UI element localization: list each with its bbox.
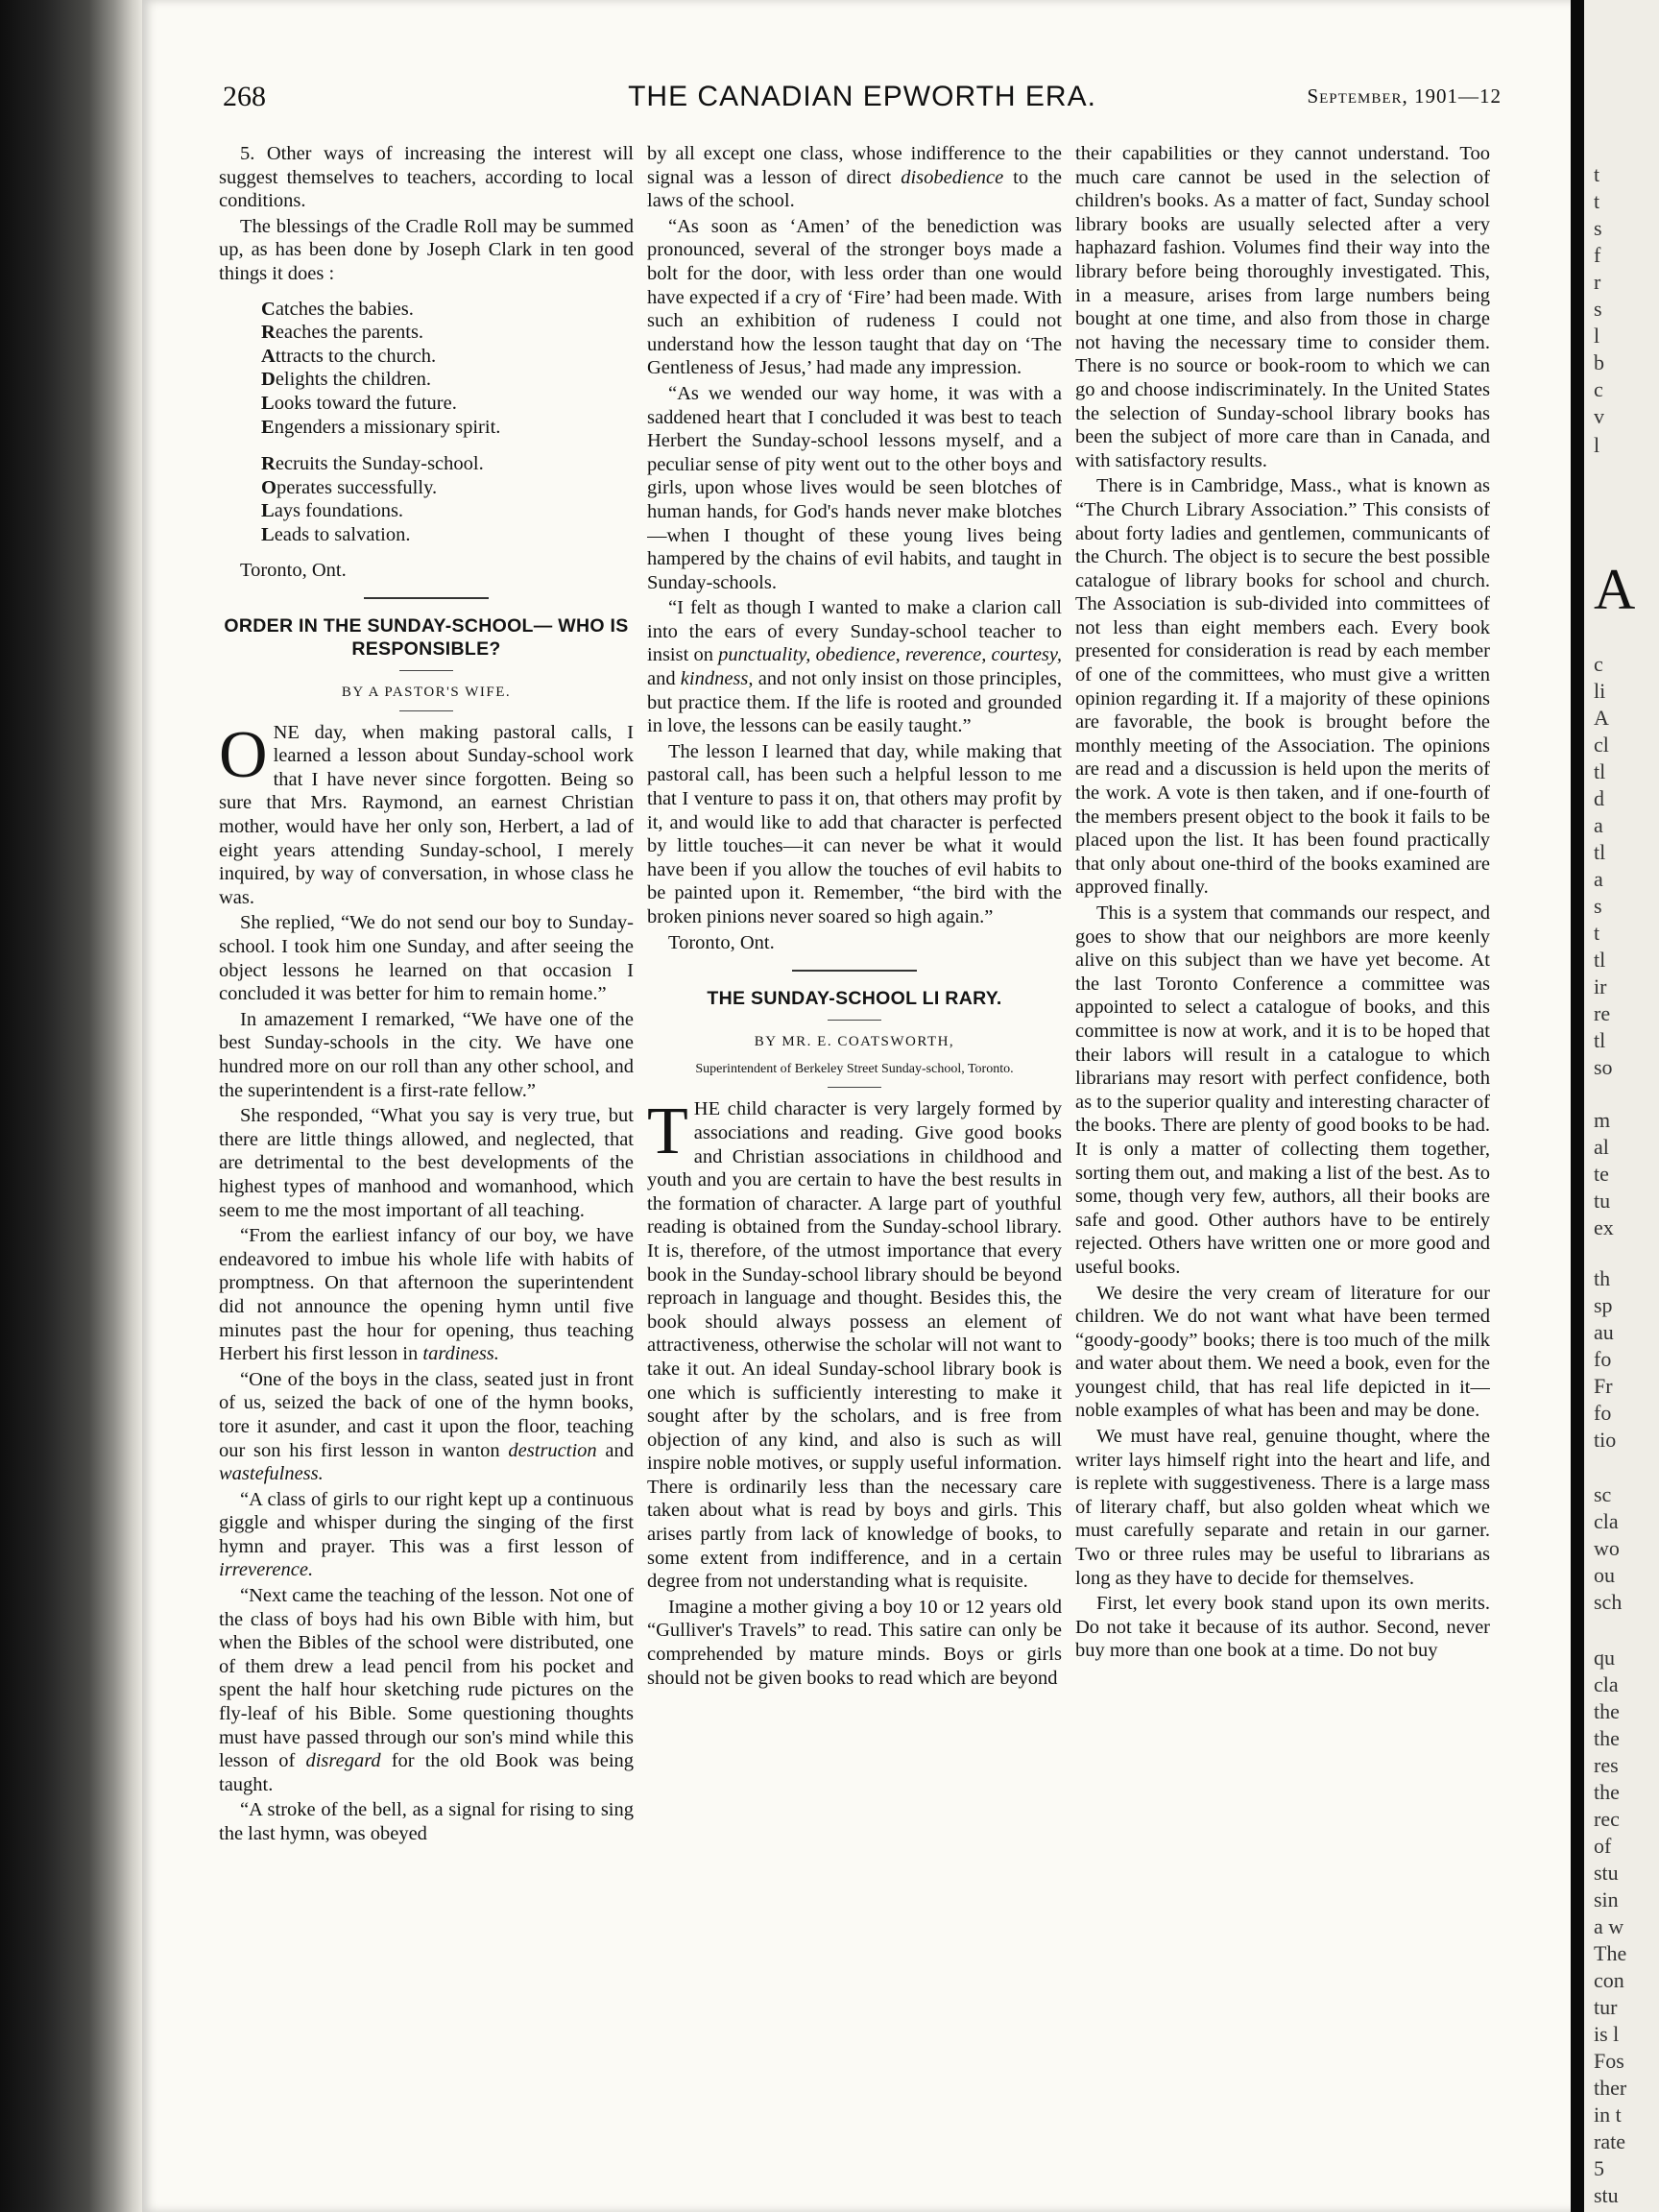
paragraph: 5. Other ways of increasing the interest will suggest themselves to teachers, according to local conditions. — [219, 143, 634, 212]
adjacent-page-fragment: fo — [1594, 1401, 1612, 1425]
acrostic-line: Delights the children. — [261, 369, 432, 391]
acrostic-line: Reaches the parents. — [261, 322, 424, 344]
adjacent-page-fragment: s — [1594, 894, 1602, 918]
article-byline: BY MR. E. COATSWORTH, — [754, 1034, 955, 1050]
adjacent-page-fragment: sp — [1594, 1293, 1613, 1317]
paragraph: This is a system that commands our respect, and goes to show that our neighbors are more keenly alive on this subject than we have yet become. At the last Toronto Conference a committee was appointed to select a catalogue of books, and this committee is now at work, and it is to be hoped that their labors will result in a catalogue to which librarians may resort with perfect confidence, both as to the superior quality and interesting character of the books. There are plenty of good books to be had. It is only a matter of collecting them together, sorting them out, and making a list of the best. As to some, though very few, authors, all their books are safe and good. Other authors have to be entirely rejected. Others have written one or more good and useful books. — [1075, 902, 1490, 1278]
adjacent-page-fragment: d — [1594, 786, 1604, 810]
acrostic-line: Recruits the Sunday-school. — [261, 453, 484, 475]
issue-date: September, 1901—12 — [1307, 84, 1502, 108]
adjacent-page-fragment: rate — [1594, 2129, 1625, 2153]
adjacent-page-fragment: res — [1594, 1753, 1619, 1777]
adjacent-page-fragment: tl — [1594, 1028, 1606, 1052]
adjacent-page-fragment: tl — [1594, 759, 1606, 783]
adjacent-page-fragment: r — [1594, 270, 1601, 294]
paragraph: “Next came the teaching of the lesson. Not one of the class of boys had his own Bible with him, but when the Bibles of the school were distributed, one of them drew a lead pencil from his pocket and spent the half hour sketching rude pictures on the fly-leaf of his Bible. Some questioning thoughts must have passed through our son's mind while this lesson of disregard for the old Book was being taught. — [219, 1585, 634, 1795]
adjacent-page-fragment: the — [1594, 1726, 1620, 1750]
adjacent-page-fragment: a — [1594, 867, 1603, 891]
adjacent-page-fragment: t — [1594, 162, 1600, 186]
adjacent-page-fragment: al — [1594, 1135, 1609, 1159]
acrostic-line: Looks toward the future. — [261, 392, 457, 414]
paragraph: We must have real, genuine thought, where the writer lays himself right into the heart and life, and is replete with suggestiveness. There is a large mass of literary chaff, but also golden wheat which we must carefully separate and retain in our garner. Two or three rules may be useful to librarians as long as they have to decide for themselves. — [1075, 1426, 1490, 1589]
column-2 — [647, 142, 1062, 2168]
adjacent-page-fragment: rec — [1594, 1807, 1620, 1831]
paragraph: “A stroke of the bell, as a signal for rising to sing the last hymn, was obeyed — [219, 1799, 634, 1844]
adjacent-page-fragment: cl — [1594, 733, 1609, 757]
adjacent-page-fragment: sc — [1594, 1482, 1612, 1506]
section-divider — [792, 970, 917, 972]
paragraph: In amazement I remarked, “We have one of the best Sunday-schools in the city. We have one hundred more on our roll than any other school, and the superintendent is a first-rate fellow.” — [219, 1008, 634, 1101]
adjacent-page-fragment: stu — [1594, 2183, 1619, 2207]
adjacent-page-fragment: sin — [1594, 1887, 1619, 1911]
adjacent-page-fragment: c — [1594, 377, 1603, 401]
adjacent-page-fragment: s — [1594, 297, 1602, 321]
acrostic-line: Lays foundations. — [261, 500, 404, 522]
paragraph: There is in Cambridge, Mass., what is known as “The Church Library Association.” This consists of about forty ladies and gentlemen, communicants of the Church. The object is to secure the best possible catalogue of library books for school and church. The Association is sub-divided into committees of not less than eight members each. Every book presented for consideration is read by each member of one of the committees, who must give a written opinion regarding it. If a majority of these opinions are favorable, the book is brought before the monthly meeting of the Association. The opinions are read and a discussion is held upon the merits of the work. A vote is then taken, and if one-fourth of the members present object to the book it fails to be placed upon the list. It has been found practically that only about one-third of the books examined are approved finally. — [1075, 475, 1490, 899]
paragraph: We desire the very cream of literature for our children. We do not want what have been termed “goody-goody” books; there is too much of the milk and water about them. We need a book, even for the youngest child, that has real life depicted in it—noble examples of what has been and may be done. — [1075, 1282, 1490, 1422]
adjacent-page-fragment: tu — [1594, 1189, 1611, 1213]
adjacent-page-fragment: The — [1594, 1941, 1627, 1965]
adjacent-page-fragment: v — [1594, 404, 1604, 428]
adjacent-page-fragment: re — [1594, 1001, 1611, 1025]
adjacent-page-fragment: a w — [1594, 1914, 1624, 1938]
adjacent-page-fragment: cla — [1594, 1509, 1619, 1533]
paragraph: “As we wended our way home, it was with a saddened heart that I concluded it was best to teach Herbert the Sunday-school lessons myself, and a peculiar sense of pity went out to the other boys and girls, upon whose lives would be seen blotches of human hands, for God's hands never make blotches—when I thought of these young lives being hampered by the chains of evil habits, and taught in Sunday-schools. — [647, 382, 1062, 593]
adjacent-page-fragment: cla — [1594, 1672, 1619, 1696]
paragraph: by all except one class, whose indifference to the signal was a lesson of direct disobedience to the laws of the school. — [647, 143, 1062, 212]
adjacent-page-fragment: t — [1594, 921, 1600, 945]
adjacent-page-fragment: ir — [1594, 974, 1607, 998]
acrostic-line: Catches the babies. — [261, 298, 414, 320]
adjacent-page-fragment: a — [1594, 813, 1603, 837]
adjacent-page-fragment: Fr — [1594, 1374, 1613, 1398]
adjacent-page-fragment: f — [1594, 243, 1601, 267]
signoff: Toronto, Ont. — [668, 931, 775, 953]
adjacent-page-fragment: fo — [1594, 1347, 1612, 1371]
paragraph: The lesson I learned that day, while making that pastoral call, has been such a helpful lesson to me that I venture to pass it on, that others may profit by it, and would like to add that character is perfected by little touches—it can never be what it would have been if you allow the touches of evil habits to be painted upon it. Remember, “the bird with the broken pinions never soared so high again.” — [647, 740, 1062, 927]
acrostic-gap — [261, 439, 634, 452]
adjacent-page-fragment: tio — [1594, 1428, 1617, 1452]
adjacent-page-fragment: the — [1594, 1780, 1620, 1804]
title-rule — [399, 670, 453, 671]
paragraph: their capabilities or they cannot understand. Too much care cannot be used in the selection of children's books. As a matter of fact, Sunday school library books are usually selected after a very haphazard fashion. Volumes find their way into the library before being thoroughly investigated. This, in a measure, arises from large numbers being bought at one time, and also from those in charge not having the necessary time to consider them. There is no source or book-room to which we can go and choose indiscriminately. In the United States the selection of Sunday-school library books has been the subject of more care than in Canada, and with satisfactory results. — [1075, 143, 1490, 471]
acrostic-line: Operates successfully. — [261, 476, 438, 498]
adjacent-page-fragment: th — [1594, 1266, 1611, 1290]
acrostic-list — [261, 298, 634, 547]
section-divider — [364, 597, 489, 599]
acrostic-line: Attracts to the church. — [261, 345, 437, 367]
column-1 — [219, 142, 634, 2168]
journal-title: THE CANADIAN EPWORTH ERA. — [628, 81, 1096, 112]
paragraph: She replied, “We do not send our boy to Sunday-school. I took him one Sunday, and after seeing the object lessons he learned on that occasion I concluded it was better for him to remain home.” — [219, 912, 634, 1005]
book-gutter — [1571, 0, 1584, 2212]
drop-cap: O — [219, 717, 268, 792]
adjacent-page-fragment: au — [1594, 1320, 1614, 1344]
book-binding-edge — [0, 0, 142, 2212]
adjacent-page-fragment: in t — [1594, 2103, 1622, 2127]
page-number: 268 — [223, 81, 266, 112]
title-rule — [828, 1020, 881, 1021]
adjacent-page-fragment: so — [1594, 1055, 1613, 1079]
adjacent-page-fragment: A — [1594, 706, 1609, 730]
signoff: Toronto, Ont. — [240, 559, 347, 581]
adjacent-page-fragment: sch — [1594, 1590, 1623, 1614]
adjacent-page-fragment: l — [1594, 324, 1600, 348]
adjacent-page-fragment: of — [1594, 1834, 1612, 1858]
adjacent-page-fragment: te — [1594, 1162, 1609, 1186]
column-3 — [1075, 142, 1490, 2168]
paragraph: “One of the boys in the class, seated just in front of us, seized the back of one of the hymn books, tore it asunder, and cast it upon the floor, teaching our son his first lesson in wanton destruction and wastefulness. — [219, 1368, 634, 1485]
adjacent-page-fragment: qu — [1594, 1646, 1615, 1670]
adjacent-page-fragment: tur — [1594, 1995, 1618, 2019]
adjacent-page-fragment: wo — [1594, 1536, 1620, 1560]
adjacent-page-fragment: li — [1594, 679, 1606, 703]
article-title: ORDER IN THE SUNDAY-SCHOOL— WHO IS RESPONSIBLE? — [224, 615, 629, 661]
adjacent-page-fragment: tl — [1594, 840, 1606, 864]
adjacent-page-fragment: b — [1594, 350, 1604, 374]
adjacent-page-fragment: c — [1594, 652, 1603, 676]
running-head — [223, 81, 1502, 123]
paragraph: THE child character is very largely formed by associations and reading. Give good books and Christian associations in childhood and youth and you are certain to have the best results in the formation of character. A large part of youthful reading is obtained from the Sunday-school library. It is, therefore, of the utmost importance that every book in the Sunday-school library should be beyond reproach in language and thought. Besides this, the book should always possess an element of attractiveness, otherwise the scholar will not want to take it out. An ideal Sunday-school library book is one which is sufficiently interesting to make it sought after by the scholars, and is free from objection of any kind, and also is such as will inspire noble motives, or supply useful information. There is ordinarily less than the necessary care taken about what is read by boys and girls. This arises partly from lack of knowledge of books, to some extent from indifference, and in a certain degree from not understanding what is requisite. — [647, 1094, 1062, 1593]
acrostic-line: Leads to salvation. — [261, 523, 411, 545]
adjacent-page-initial: A — [1594, 558, 1636, 621]
adjacent-page-fragment: m — [1594, 1108, 1611, 1132]
adjacent-page-fragment: ou — [1594, 1563, 1615, 1587]
paragraph: The blessings of the Cradle Roll may be summed up, as has been done by Joseph Clark in ten good things it does : — [219, 215, 634, 284]
adjacent-page-fragment: t — [1594, 189, 1600, 213]
adjacent-page-fragment: ex — [1594, 1215, 1614, 1239]
paragraph: ONE day, when making pastoral calls, I learned a lesson about Sunday-school work that I have never since forgotten. Being so sure that Mrs. Raymond, an earnest Christian mother, would have her only son, Herbert, a lad of eight years attending Sunday-school, I merely inquired, by way of conversation, in whose class he was. — [219, 717, 634, 908]
adjacent-page-fragment: 5 — [1594, 2156, 1604, 2180]
adjacent-page-fragment: con — [1594, 1968, 1624, 1992]
adjacent-page-fragment: s — [1594, 216, 1602, 240]
acrostic-line: Engenders a missionary spirit. — [261, 416, 501, 438]
adjacent-page-fragment: l — [1594, 433, 1600, 457]
paragraph: She responded, “What you say is very true, but there are little things allowed, and neglected, that are detrimental to the best developments of the highest types of manhood and womanhood, which seem to me the most important of all teaching. — [219, 1105, 634, 1221]
paragraph: “A class of girls to our right kept up a continuous giggle and whisper during the singing of the first hymn and prayer. This was a first lesson of irreverence. — [219, 1488, 634, 1581]
adjacent-page-fragment: ther — [1594, 2076, 1627, 2100]
paragraph: Imagine a mother giving a boy 10 or 12 years old “Gulliver's Travels” to read. This satire can only be comprehended by mature minds. Boys or girls should not be given books to read which are beyond — [647, 1596, 1062, 1689]
author-affiliation: Superintendent of Berkeley Street Sunday-school, Toronto. — [695, 1061, 1014, 1076]
article-byline: BY A PASTOR'S WIFE. — [341, 685, 512, 701]
adjacent-page-fragment: stu — [1594, 1861, 1619, 1885]
paragraph: “From the earliest infancy of our boy, we have endeavored to imbue his whole life with habits of promptness. On that afternoon the superintendent did not announce the opening hymn until five minutes past the hour for opening, thus teaching Herbert his first lesson in tardiness. — [219, 1225, 634, 1365]
paragraph: First, let every book stand upon its own merits. Do not take it because of its author. Second, never buy more than one book at a time. Do not buy — [1075, 1593, 1490, 1662]
adjacent-page-edge — [1584, 0, 1659, 2212]
adjacent-page-fragment: tl — [1594, 948, 1606, 972]
byline-rule — [828, 1087, 881, 1088]
paragraph: “I felt as though I wanted to make a clarion call into the ears of every Sunday-school teacher to insist on punctuality, obedience, reverence, courtesy, and kindness, and not only insist on those principles, but practice them. If the life is rooted and grounded in love, the lessons can be easily taught.” — [647, 597, 1062, 737]
adjacent-page-fragment: Fos — [1594, 2049, 1624, 2073]
article-title: THE SUNDAY-SCHOOL LI RARY. — [707, 988, 1002, 1010]
adjacent-page-fragment: is l — [1594, 2022, 1620, 2046]
byline-rule — [399, 710, 453, 711]
drop-cap: T — [647, 1094, 688, 1169]
paragraph: “As soon as ‘Amen’ of the benediction was pronounced, several of the stronger boys made a bolt for the door, with less order than one would have expected if a cry of ‘Fire’ had been made. With such an exhibition of rudeness I could not understand how the lesson taught that day on ‘The Gentleness of Jesus,’ had made any impression. — [647, 215, 1062, 379]
adjacent-page-fragment: the — [1594, 1699, 1620, 1723]
